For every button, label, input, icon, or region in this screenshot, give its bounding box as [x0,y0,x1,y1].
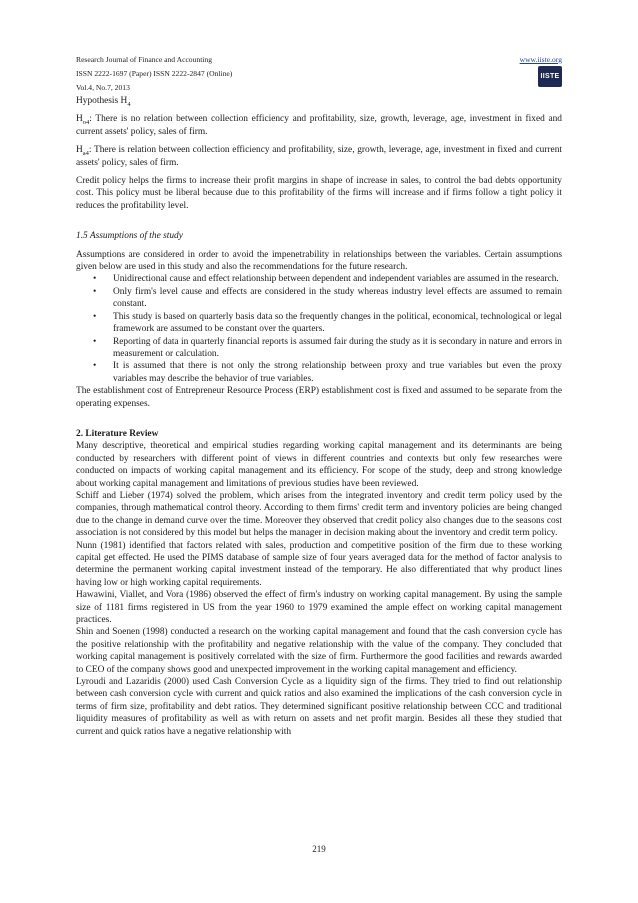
bullet-icon: • [93,274,97,285]
journal-meta [76,53,562,95]
assumptions-list [76,273,562,385]
journal-volume: Vol.4, No.7, 2013 [76,83,130,92]
credit-policy-paragraph: Credit policy helps the firms to increase their profit margins in shape of increase in sales, to control the bad debts opportunity cost. This policy must be liberal because due to this profitability of the firms will increase and if firms follow a tight policy it reduces the profitability level. [76,176,562,211]
bullet-icon: • [93,311,97,322]
bullet-icon: • [93,361,97,372]
literature-paragraph: Hawawini, Viallet, and Vora (1986) observed the effect of firm's industry on working capital management. By using the sample size of 1181 firms registered in US from the year 1960 to 1979 examined the ample effect on working capital management practices. [76,590,562,626]
bullet-icon: • [93,286,97,297]
alternative-hypothesis: $H_{a4}$: There is relation between collection efficiency and profitability, size, growth, leverage, age, investment in fixed and current assets' policy, sales of firm. [76,145,562,168]
list-item: • Reporting of data in quarterly financial reports is assumed fair during the study as it is secondary in nature and errors in measurement or calculation. [93,336,562,359]
journal-title: Research Journal of Finance and Accounting [76,55,213,64]
running-header [76,53,562,95]
literature-paragraph: Schiff and Lieber (1974) solved the problem, which arises from the integrated inventory and credit term policy used by the companies, through mathematical control theory. According to them firms' credit term and inventory policies are being changed due to the change in demand curve over the time. Moreover they observed that credit policy also changes due to the seasons cost association is not considered by this model but helps the manager in decision making about the inventory and credit term policy. [76,490,562,539]
page-number: 219 [312,844,326,854]
list-item: • Only firm's level cause and effects are considered in the study whereas industry level effects are assumed to remain constant. [93,286,562,310]
assumptions-intro: Assumptions are considered in order to avoid the impenetrability in relationships between the variables. Certain assumptions given below are used in this study and also the recommendations for the future research. [76,249,562,273]
literature-paragraph: Nunn (1981) identified that factors related with sales, production and competitive position of the firm due to these working capital get effected. He used the PIMS database of sample size of four years averaged data for the method of factor analysis to determine the permanent working capital investment instead of the temporary. He also differentiated that why product lines having low or high working capital requirements. [76,540,562,588]
list-item: • Unidirectional cause and effect relationship between dependent and independent variables are assumed in the research. [93,274,559,285]
journal-issn: ISSN 2222-1697 (Paper) ISSN 2222-2847 (Online) [76,69,233,78]
journal-url-link[interactable]: www.iiste.org [519,55,562,64]
literature-heading: 2. Literature Review [76,428,159,439]
null-hypothesis: $H_{o4}$: There is no relation between collection efficiency and profitability, size, growth, leverage, age, investment in fixed and current assets' policy, sales of firm. [76,114,562,137]
literature-paragraph: Many descriptive, theoretical and empirical studies regarding working capital management and its determinants are being conducted by researchers with different point of views in different countries and contexts but only few researches were conducted on impacts of working capital management and its efficiency. For scope of the study, deep and strong knowledge about working capital management and limitations of previous studies have been reviewed. [76,441,562,489]
page-body [76,95,562,738]
assumptions-heading: 1.5 Assumptions of the study [76,231,183,242]
logo-text: IISTE [540,73,560,80]
iiste-logo [538,66,562,87]
list-item: • This study is based on quarterly basis data so the frequently changes in the political, economical, technological or legal framework are assumed to be constant over the quarters. [93,311,562,335]
bullet-icon: • [93,336,97,347]
list-item: • It is assumed that there is not only the strong relationship between proxy and true variables but even the proxy variables may describe the behavior of true variables. [93,361,562,384]
literature-paragraph: Lyroudi and Lazaridis (2000) used Cash Conversion Cycle as a liquidity sign of the firms. They tried to find out relationship between cash conversion cycle with current and quick ratios and also examined the implications of the cash conversion cycle in terms of firm size, profitability and debt ratios. They determined significant positive relationship between CCC and traditional liquidity measures of profitability as well as with return on assets and net profit margin. Besides all these they studied that current and quick ratios have a negative relationship with [76,677,562,737]
literature-paragraph: Shin and Soenen (1998) conducted a research on the working capital management and found that the cash conversion cycle has the positive relationship with the profitability and negative relationship with the value of the company. They concluded that working capital management is positively correlated with the size of firm. Furthermore the good facilities and rewards awarded to CEO of the company shows good and unexpected improvement in the working capital management and efficiency. [76,627,562,675]
assumptions-closing: The establishment cost of Entrepreneur Resource Process (ERP) establishment cost is fixed and assumed to be separate from the operating expenses. [76,386,562,409]
hypothesis-title: Hypothesis $H_4$ [76,96,131,108]
